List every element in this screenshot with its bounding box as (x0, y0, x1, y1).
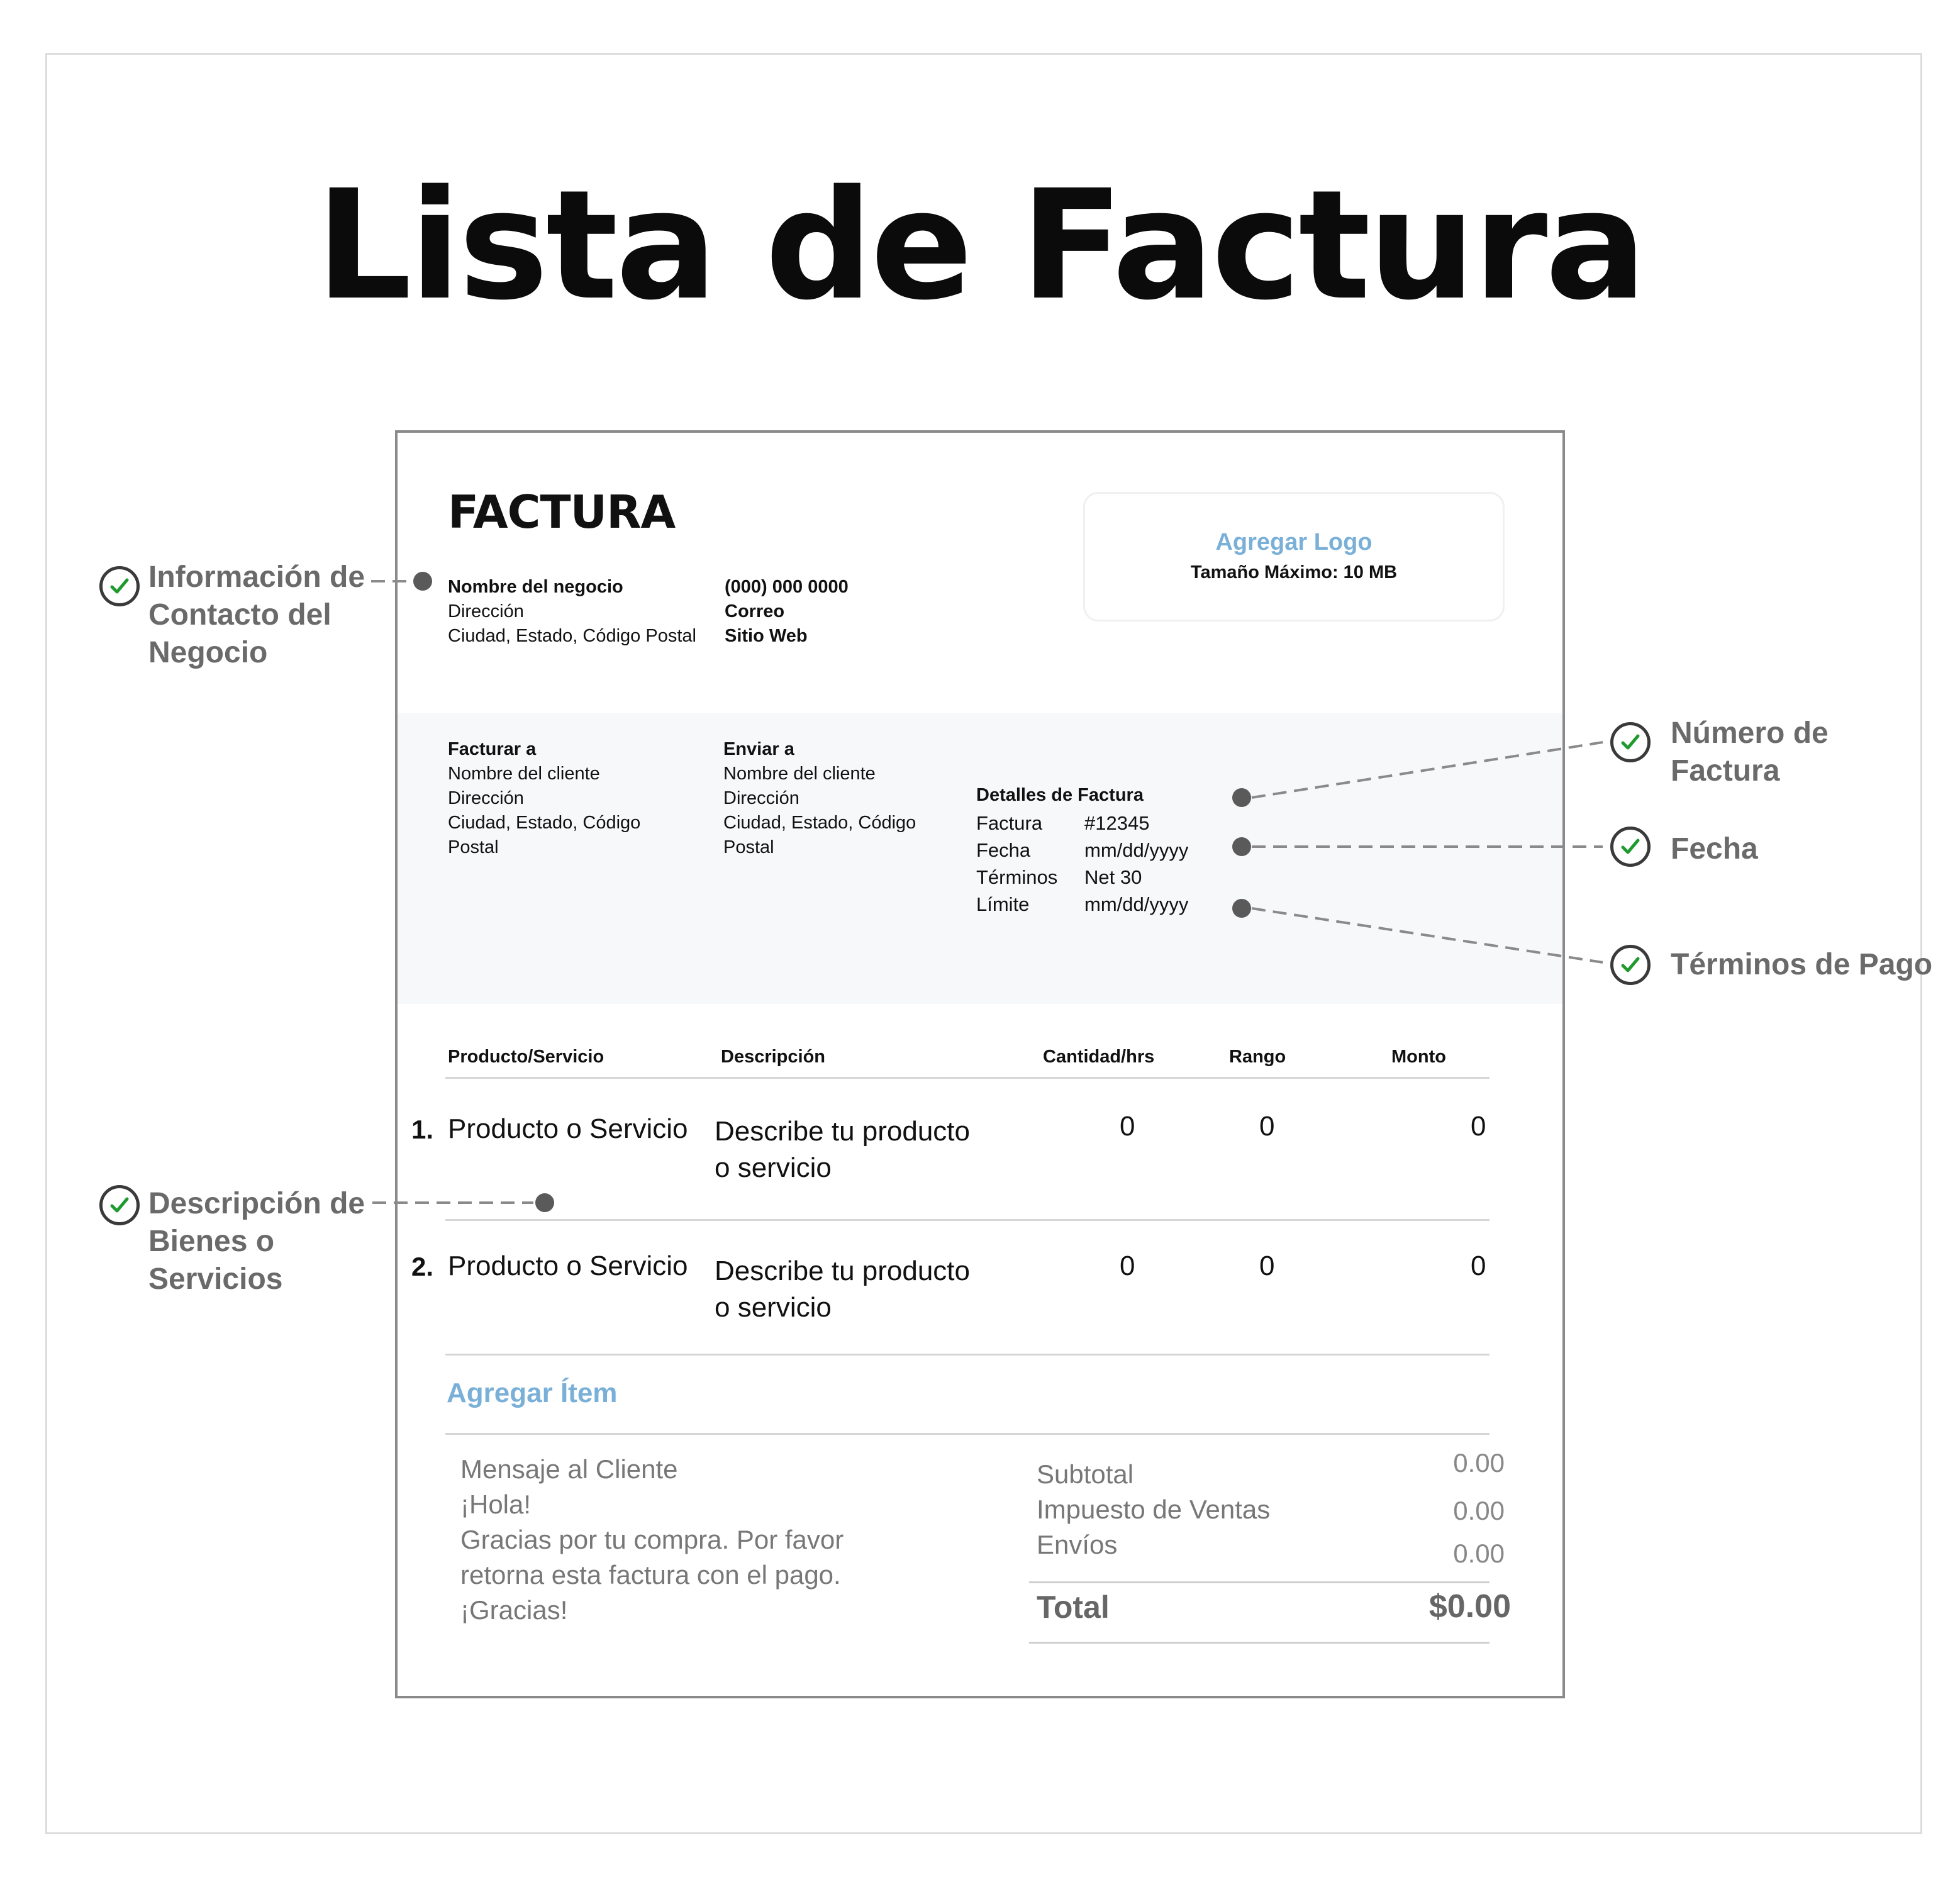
row-description-line: Describe tu producto (715, 1116, 970, 1147)
invoice-date-value: mm/dd/yyyy (1084, 839, 1189, 861)
ship-to-label: Enviar a (723, 739, 794, 759)
number-leader-line (1252, 742, 1603, 798)
row-amount: 0 (1471, 1250, 1486, 1281)
shipping-label: Envíos (1037, 1530, 1118, 1559)
annotation-goods-description (148, 1185, 365, 1298)
invoice-due-value: mm/dd/yyyy (1084, 893, 1189, 915)
contact-marker-dot (413, 572, 432, 591)
row-number: 1. (411, 1115, 434, 1144)
row-description-line: Describe tu producto (715, 1256, 970, 1286)
message-line: retorna esta factura con el pago. (460, 1560, 841, 1590)
bill-to-postal: Postal (448, 837, 499, 857)
row-product[interactable]: Producto o Servicio (448, 1113, 688, 1144)
add-item-link[interactable]: Agregar Ítem (447, 1378, 618, 1408)
invoice-heading: FACTURA (448, 486, 676, 538)
message-line: ¡Hola! (460, 1490, 532, 1519)
check-circle-icon (99, 566, 140, 606)
annotation-line: Información de (148, 560, 365, 594)
business-phone: (000) 000 0000 (725, 577, 849, 597)
terms-marker-dot (1232, 899, 1251, 918)
message-line: Mensaje al Cliente (460, 1454, 678, 1484)
details-key: Fecha (976, 839, 1031, 861)
bill-to-label: Facturar a (448, 739, 537, 759)
annotation-date (1671, 830, 1758, 868)
bill-to-city: Ciudad, Estado, Código (448, 813, 641, 833)
annotation-line: Factura (1671, 754, 1780, 788)
ship-to-address: Dirección (723, 788, 799, 808)
terms-leader-line (1252, 908, 1603, 962)
row-rate[interactable]: 0 (1259, 1250, 1275, 1281)
bill-to-client: Nombre del cliente (448, 764, 600, 784)
col-header-product: Producto/Servicio (448, 1047, 604, 1067)
goods-marker-dot (535, 1193, 554, 1212)
tax-value: 0.00 (1453, 1496, 1505, 1525)
annotation-line: Fecha (1671, 832, 1758, 866)
annotation-line: Términos de Pago (1671, 948, 1933, 981)
col-header-amount: Monto (1391, 1047, 1446, 1067)
annotation-contact (148, 559, 365, 672)
subtotal-label: Subtotal (1037, 1459, 1134, 1489)
shipping-value: 0.00 (1453, 1539, 1505, 1568)
row-amount: 0 (1471, 1111, 1486, 1142)
details-heading: Detalles de Factura (976, 785, 1144, 805)
annotation-line: Bienes o (148, 1225, 275, 1258)
invoice-terms-value: Net 30 (1084, 866, 1142, 888)
annotation-line: Negocio (148, 636, 268, 669)
invoice-number-value: #12345 (1084, 812, 1150, 834)
ship-to-city: Ciudad, Estado, Código (723, 813, 916, 833)
check-circle-icon (99, 1185, 140, 1225)
row-quantity[interactable]: 0 (1120, 1111, 1135, 1142)
annotation-line: Contacto del (148, 598, 331, 632)
tax-label: Impuesto de Ventas (1037, 1495, 1271, 1524)
message-line: ¡Gracias! (460, 1595, 568, 1625)
row-product[interactable]: Producto o Servicio (448, 1250, 688, 1281)
row-number: 2. (411, 1252, 434, 1281)
annotation-line: Descripción de (148, 1187, 365, 1220)
annotation-invoice-number (1671, 715, 1829, 790)
annotation-line: Número de (1671, 716, 1829, 750)
bill-to-address: Dirección (448, 788, 524, 808)
logo-max-size: Tamaño Máximo: 10 MB (1190, 562, 1398, 582)
details-key: Límite (976, 893, 1030, 915)
ship-to-postal: Postal (723, 837, 774, 857)
row-quantity[interactable]: 0 (1120, 1250, 1135, 1281)
business-city: Ciudad, Estado, Código Postal (448, 626, 696, 646)
page-title: Lista de Factura (315, 157, 1645, 333)
check-circle-icon (1610, 827, 1651, 867)
number-marker-dot (1232, 788, 1251, 807)
row-description-line: o servicio (715, 1292, 832, 1323)
business-address: Dirección (448, 601, 524, 621)
add-logo-link[interactable]: Agregar Logo (1215, 529, 1373, 555)
details-key: Términos (976, 866, 1058, 888)
date-marker-dot (1232, 837, 1251, 856)
col-header-description: Descripción (721, 1047, 825, 1067)
total-label: Total (1037, 1590, 1110, 1625)
row-rate[interactable]: 0 (1259, 1111, 1275, 1142)
details-key: Factura (976, 812, 1043, 834)
business-email: Correo (725, 601, 785, 621)
annotation-payment-terms (1671, 946, 1932, 984)
col-header-rate: Rango (1229, 1047, 1286, 1067)
check-circle-icon (1610, 722, 1651, 762)
business-name: Nombre del negocio (448, 577, 623, 597)
check-circle-icon (1610, 945, 1651, 985)
total-value: $0.00 (1428, 1588, 1511, 1625)
row-description-line: o servicio (715, 1152, 832, 1183)
col-header-quantity: Cantidad/hrs (1043, 1047, 1155, 1067)
subtotal-value: 0.00 (1453, 1448, 1505, 1478)
ship-to-client: Nombre del cliente (723, 764, 876, 784)
annotation-line: Servicios (148, 1262, 283, 1296)
business-website: Sitio Web (725, 626, 808, 646)
message-line: Gracias por tu compra. Por favor (460, 1525, 844, 1554)
